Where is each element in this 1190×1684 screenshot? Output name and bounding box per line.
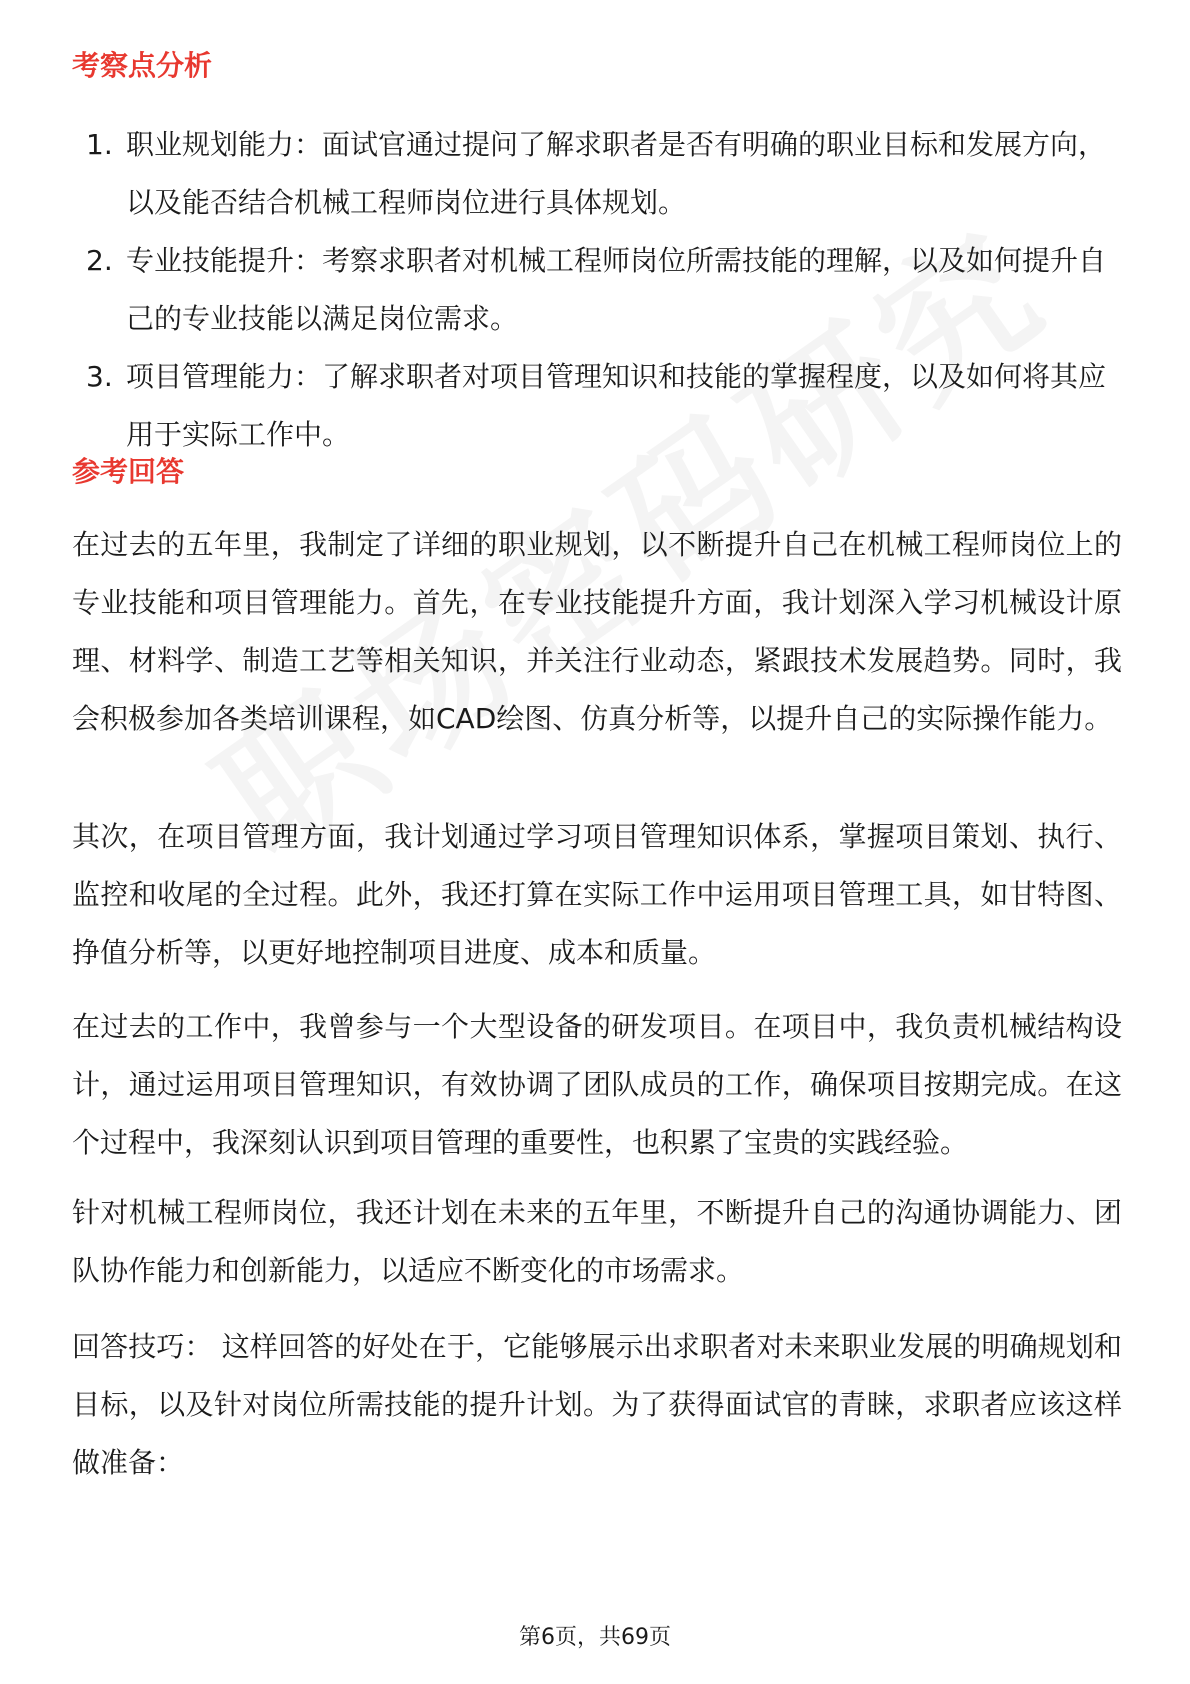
page-number-footer: 第6页，共69页 <box>519 1625 671 1650</box>
list-number: 2. <box>86 244 113 277</box>
section-heading-analysis: 考察点分析 <box>72 49 213 82</box>
answer-paragraph: 其次，在项目管理方面，我计划通过学习项目管理知识体系，掌握项目策划、执行、监控和收尾的全过程。此外，我还打算在实际工作中运用项目管理工具，如甘特图、挣值分析等，以更好地控制项目进度、成本和质量。 <box>72 820 1122 969</box>
answer-paragraph: 在过去的工作中，我曾参与一个大型设备的研发项目。在项目中，我负责机械结构设计，通过运用项目管理知识，有效协调了团队成员的工作，确保项目按期完成。在这个过程中，我深刻认识到项目管理的重要性，也积累了宝贵的实践经验。 <box>72 1010 1122 1159</box>
analysis-list <box>72 116 1122 464</box>
list-number: 3. <box>86 360 113 393</box>
list-text: 专业技能提升：考察求职者对机械工程师岗位所需技能的理解，以及如何提升自己的专业技能以满足岗位需求。 <box>126 244 1107 335</box>
list-item <box>72 116 1122 232</box>
section-heading-reference-answer: 参考回答 <box>72 455 185 488</box>
answer-paragraph: 在过去的五年里，我制定了详细的职业规划，以不断提升自己在机械工程师岗位上的专业技能和项目管理能力。首先，在专业技能提升方面，我计划深入学习机械设计原理、材料学、制造工艺等相关知识，并关注行业动态，紧跟技术发展趋势。同时，我会积极参加各类培训课程，如CAD绘图、仿真分析等，以提升自己的实际操作能力。 <box>72 528 1122 735</box>
answer-paragraph: 针对机械工程师岗位，我还计划在未来的五年里，不断提升自己的沟通协调能力、团队协作能力和创新能力，以适应不断变化的市场需求。 <box>72 1196 1122 1287</box>
list-number: 1. <box>86 128 113 161</box>
list-item <box>72 348 1122 464</box>
list-text: 项目管理能力：了解求职者对项目管理知识和技能的掌握程度，以及如何将其应用于实际工作中。 <box>126 360 1107 451</box>
list-text: 职业规划能力：面试官通过提问了解求职者是否有明确的职业目标和发展方向，以及能否结合机械工程师岗位进行具体规划。 <box>126 128 1107 219</box>
list-item <box>72 232 1122 348</box>
answer-tips-paragraph: 回答技巧： 这样回答的好处在于，它能够展示出求职者对未来职业发展的明确规划和目标，以及针对岗位所需技能的提升计划。为了获得面试官的青睐，求职者应该这样做准备： <box>72 1330 1122 1479</box>
